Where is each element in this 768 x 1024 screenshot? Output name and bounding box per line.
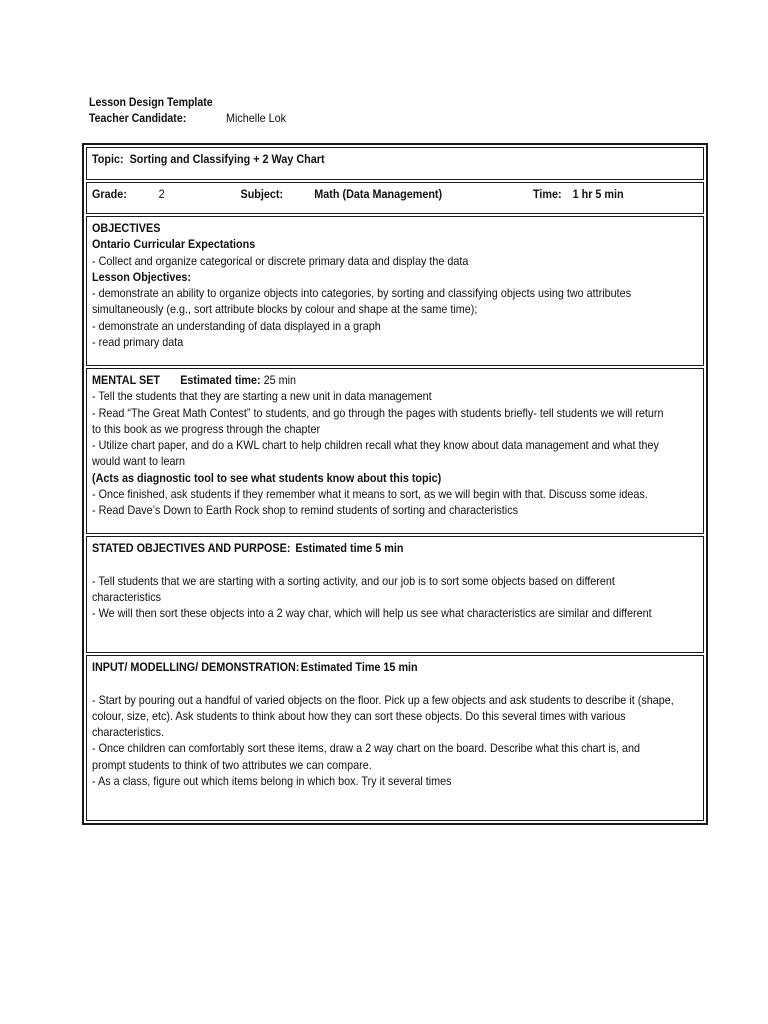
time-value: 1 hr 5 min: [572, 187, 624, 201]
candidate-row: [89, 110, 293, 126]
mental-set-line: - Tell the students that they are starting a new unit in data management: [92, 389, 432, 404]
input-modelling-line: - Once children can comfortably sort these items, draw a 2 way chart on the board. Describe what this chart is, and: [92, 741, 641, 756]
topic-value: Sorting and Classifying + 2 Way Chart: [129, 152, 325, 166]
input-modelling-time: Estimated Time 15 min: [300, 660, 418, 674]
mental-set-line: - Utilize chart paper, and do a KWL chart to help children recall what they know about data management and what they: [92, 438, 659, 453]
candidate-label: Teacher Candidate:: [89, 111, 187, 125]
stated-objectives-line: characteristics: [92, 589, 162, 604]
mental-set-line: - Read Dave’s Down to Earth Rock shop to remind students of sorting and characteristics: [92, 503, 519, 518]
objectives-section: [86, 216, 704, 366]
stated-objectives-time: Estimated time 5 min: [295, 541, 404, 555]
stated-objectives-heading: STATED OBJECTIVES AND PURPOSE:: [92, 541, 291, 555]
stated-objectives-line: - Tell students that we are starting with a sorting activity, and our job is to sort some objects based on different: [92, 573, 615, 588]
stated-objectives-line: - We will then sort these objects into a 2 way char, which will help us see what characteristics are similar and different: [92, 606, 652, 621]
subject-label: Subject:: [240, 187, 284, 201]
mental-set-diagnostic-note: (Acts as diagnostic tool to see what students know about this topic): [92, 470, 442, 485]
document-title: Lesson Design Template: [89, 95, 213, 109]
stated-objectives-section: [86, 536, 704, 653]
curricular-item: - Collect and organize categorical or discrete primary data and display the data: [92, 253, 469, 268]
objectives-heading: OBJECTIVES: [92, 221, 161, 235]
mental-set-line: - Once finished, ask students if they remember what it means to sort, as we will begin with that. Discuss some ideas.: [92, 487, 648, 502]
candidate-name: Michelle Lok: [226, 111, 287, 125]
topic-row: [86, 147, 704, 180]
lesson-objective-line: - demonstrate an understanding of data displayed in a graph: [92, 318, 381, 333]
mental-set-line: to this book as we progress through the chapter: [92, 421, 321, 436]
time-label: Time:: [533, 187, 562, 201]
input-modelling-heading: INPUT/ MODELLING/ DEMONSTRATION:: [92, 660, 300, 674]
lesson-objective-line: - demonstrate an ability to organize objects into categories, by sorting and classifying objects using two attributes: [92, 286, 632, 301]
input-modelling-line: - As a class, figure out which items belong in which box. Try it several times: [92, 774, 452, 789]
mental-set-line: - Read “The Great Math Contest” to students, and go through the pages with students briefly- tell students we will return: [92, 405, 664, 420]
subject-value: Math (Data Management): [314, 187, 443, 201]
grade-label: Grade:: [92, 187, 127, 201]
lesson-plan-table: [82, 143, 708, 825]
grade-row: [86, 182, 704, 214]
mental-set-time-label: Estimated time:: [180, 373, 261, 387]
title-row: [89, 94, 293, 110]
input-modelling-line: colour, size, etc). Ask students to think about how they can sort these objects. Do this several times with various: [92, 708, 626, 723]
mental-set-heading: MENTAL SET: [92, 373, 161, 387]
input-modelling-line: - Start by pouring out a handful of varied objects on the floor. Pick up a few objects and ask students to describe it (shape,: [92, 692, 674, 707]
curricular-heading: Ontario Curricular Expectations: [92, 237, 256, 252]
lesson-objective-line: simultaneously (e.g., sort attribute blocks by colour and shape at the same time);: [92, 302, 478, 317]
topic-label: Topic:: [92, 152, 124, 166]
input-modelling-section: [86, 655, 704, 821]
lesson-objectives-heading: Lesson Objectives:: [92, 269, 192, 284]
input-modelling-line: prompt students to think of two attributes we can compare.: [92, 757, 372, 772]
mental-set-section: [86, 368, 704, 534]
mental-set-line: would want to learn: [92, 454, 186, 469]
grade-value: 2: [158, 187, 165, 201]
mental-set-time-value: 25 min: [263, 373, 297, 387]
input-modelling-line: characteristics.: [92, 725, 165, 740]
document-header: [89, 94, 293, 126]
lesson-objective-line: - read primary data: [92, 335, 184, 350]
